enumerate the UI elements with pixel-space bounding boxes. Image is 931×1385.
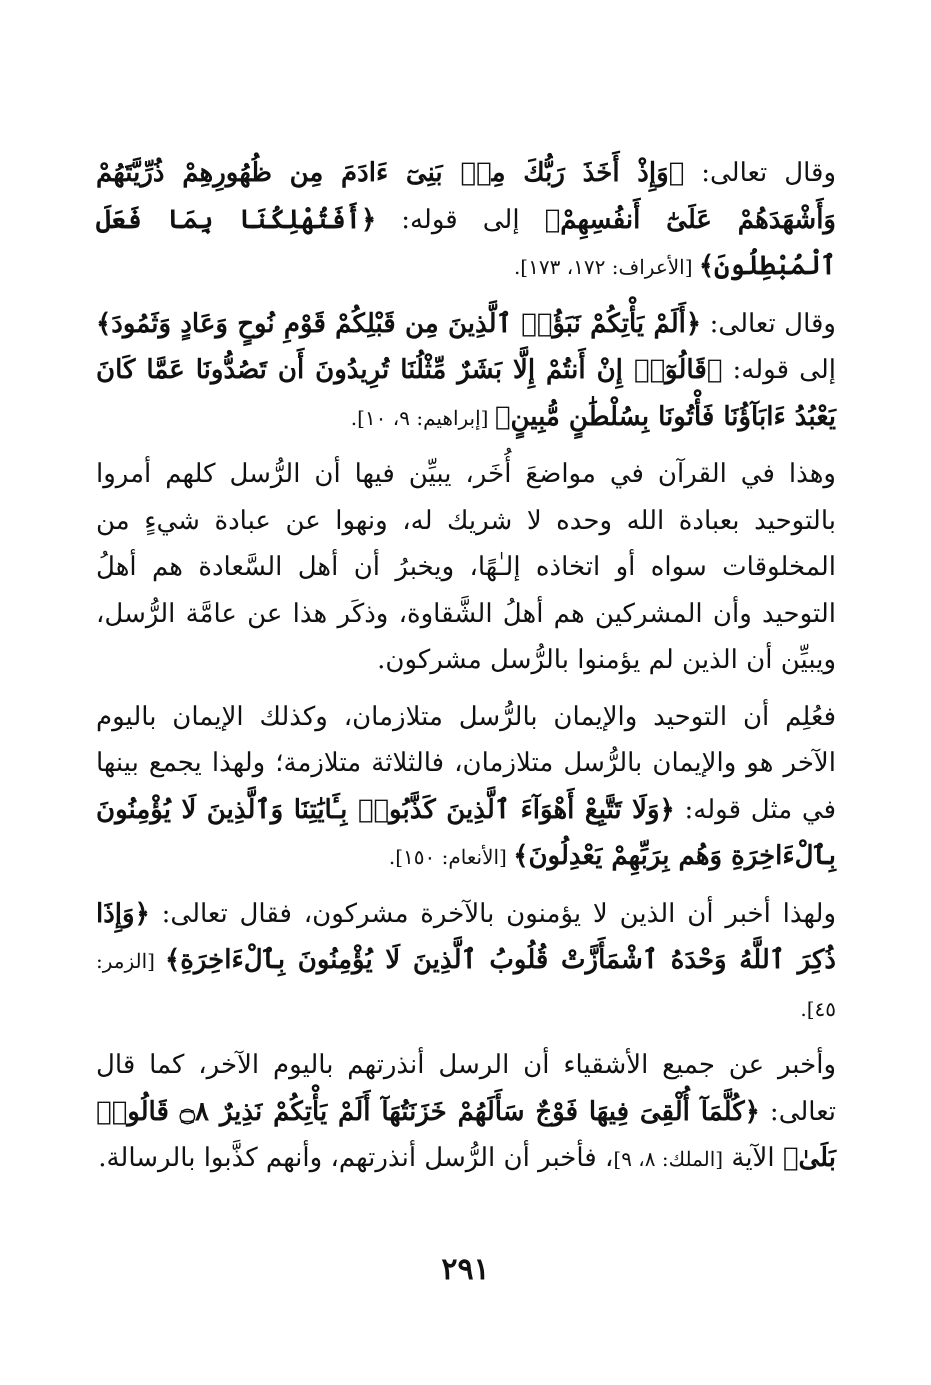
quran-verse: ﴿وَإِذْ أَخَذَ رَبُّكَ مِنۢ بَنِىٓ ءَادَمَ مِن ظُهُورِهِمْ ذُرِّيَّتَهُمْ وَأَشْهَدَهُمْ عَلَىٰٓ أَنفُسِهِمْ﴾ bbox=[96, 158, 836, 235]
verse-reference: [الأنعام: ١٥٠]. bbox=[388, 845, 514, 869]
page-body bbox=[96, 150, 836, 1183]
text-run: الآية bbox=[723, 1143, 783, 1173]
verse-reference: [الزمر: ٤٥]. bbox=[96, 949, 836, 1021]
paragraph-5 bbox=[96, 891, 836, 1033]
text-run: فعُلِم أن التوحيد والإيمان بالرُّسل متلازمان، وكذلك الإيمان باليوم الآخر هو والإيمان بالرُّسل متلازمان، فالثلاثة متلازمة؛ ولهذا يجمع بينها في مثل قوله: bbox=[96, 701, 836, 825]
text-run: وقال تعالى: bbox=[684, 158, 836, 188]
text-run: إلى قوله: bbox=[722, 355, 837, 385]
text-run: وقال تعالى: bbox=[701, 308, 836, 339]
text-run: إلى قوله: bbox=[376, 204, 545, 235]
quran-verse: ﴿أَلَمْ يَأْتِكُمْ نَبَؤُا۟ ٱلَّذِينَ مِن قَبْلِكُمْ قَوْمِ نُوحٍ وَعَادٍ وَثَمُودَ﴾ bbox=[96, 308, 702, 339]
verse-reference: [الأعراف: ١٧٢، ١٧٣]. bbox=[513, 255, 699, 279]
text-run: ولهذا أخبر أن الذين لا يؤمنون بالآخرة مشركون، فقال تعالى: bbox=[149, 898, 836, 929]
quran-verse: ﴿وَلَا تَتَّبِعْ أَهْوَآءَ ٱلَّذِينَ كَذَّبُوا۟ بِـَٔايَٰتِنَا وَٱلَّذِينَ لَا يُؤْمِنُونَ بِٱلْءَاخِرَةِ وَهُم بِرَبِّهِمْ يَعْدِلُونَ﴾ bbox=[96, 794, 836, 871]
quran-verse: ﴿قَالُوٓا۟ إِنْ أَنتُمْ إِلَّا بَشَرٌ مِّثْلُنَا تُرِيدُونَ أَن تَصُدُّونَا عَمَّا كَانَ يَعْبُدُ ءَابَآؤُنَا فَأْتُونَا بِسُلْطَٰنٍ مُّبِينٍ﴾ bbox=[96, 355, 836, 432]
text-run: وأخبر عن جميع الأشقياء أن الرسل أنذرتهم باليوم الآخر، كما قال تعالى: bbox=[96, 1050, 836, 1127]
verse-reference: [إبراهيم: ٩، ١٠]. bbox=[350, 405, 495, 430]
quran-verse: ﴿أَفَتُهْلِكُنَا بِمَا فَعَلَ ٱلْمُبْطِلُونَ﴾ bbox=[96, 204, 836, 281]
paragraph-6 bbox=[96, 1042, 836, 1183]
paragraph-3 bbox=[96, 451, 836, 684]
text-run: ، فأخبر أن الرُّسل أنذرتهم، وأنهم كذَّبوا بالرسالة. bbox=[98, 1143, 614, 1173]
quran-verse: ﴿وَإِذَا ذُكِرَ ٱللَّهُ وَحْدَهُ ٱشْمَأَزَّتْ قُلُوبُ ٱلَّذِينَ لَا يُؤْمِنُونَ بِٱلْءَاخِرَةِ﴾ bbox=[96, 898, 836, 975]
page-number: ٢٩١ bbox=[441, 1252, 490, 1287]
paragraph-4 bbox=[96, 694, 836, 881]
paragraph-1 bbox=[96, 150, 836, 291]
paragraph-2 bbox=[96, 301, 836, 442]
verse-reference: [الملك: ٨، ٩] bbox=[613, 1147, 724, 1171]
text-run: وهذا في القرآن في مواضعَ أُخَر، يبيِّن فيها أن الرُّسل كلهم أمروا بالتوحيد بعبادة الله وحده لا شريك له، ونهوا عن عبادة شيءٍ من المخلوقات سواه أو اتخاذه إلـٰهًا، ويخبرُ أن أهل السَّعادة هم أهلُ التوحيد وأن المشركين هم أهلُ الشَّقاوة، وذكَر هذا عن عامَّة الرُّسل، ويبيِّن أن الذين لم يؤمنوا بالرُّسل مشركون. bbox=[96, 459, 837, 675]
quran-verse: ﴿كُلَّمَآ أُلْقِىَ فِيهَا فَوْجٌ سَأَلَهُمْ خَزَنَتُهَآ أَلَمْ يَأْتِكُمْ نَذِيرٌ ۝٨ قَالُوا۟ بَلَىٰ﴾ bbox=[96, 1096, 836, 1173]
